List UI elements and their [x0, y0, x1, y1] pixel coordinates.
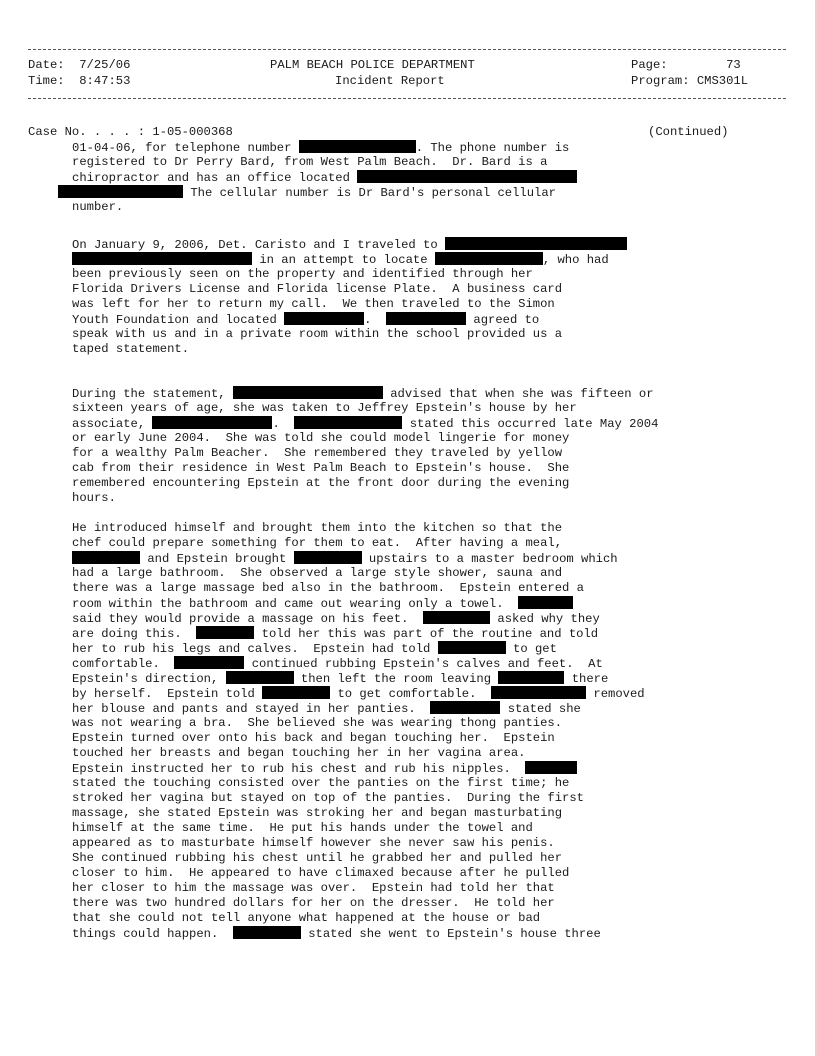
- redaction-block: [284, 312, 364, 325]
- text-line: [72, 401, 658, 416]
- text-segment: chiropractor and has an office located: [72, 171, 358, 185]
- text-segment: himself at the same time. He put his hands under the towel and: [72, 821, 533, 835]
- text-segment: taped statement.: [72, 342, 190, 356]
- continued-marker: (Continued): [648, 125, 729, 139]
- text-segment: .: [364, 313, 387, 327]
- text-segment: Epstein turned over onto his back and began touching her. Epstein: [72, 731, 555, 745]
- text-line: [72, 476, 658, 491]
- text-line: [72, 731, 645, 746]
- text-line: [72, 686, 645, 701]
- text-segment: there: [564, 672, 609, 686]
- page-label: Page:: [631, 58, 668, 72]
- report-paragraph: [72, 521, 645, 941]
- redaction-block: [357, 170, 577, 183]
- text-line: [72, 656, 645, 671]
- redaction-block: [294, 416, 402, 429]
- redaction-block: [262, 686, 330, 699]
- text-line: [72, 491, 658, 506]
- redaction-block: [445, 237, 627, 250]
- page-number: 73: [726, 58, 741, 72]
- redaction-block: [294, 551, 362, 564]
- text-segment: sixteen years of age, she was taken to Jeffrey Epstein's house by her: [72, 401, 577, 415]
- text-line: [72, 911, 645, 926]
- redaction-block: [498, 671, 564, 684]
- time-value: 8:47:53: [79, 74, 131, 88]
- text-segment: speak with us and in a private room within the school provided us a: [72, 327, 563, 341]
- time-label: Time:: [28, 74, 65, 88]
- text-segment: 01-04-06, for telephone number: [72, 141, 299, 155]
- text-segment: Youth Foundation and located: [72, 313, 285, 327]
- program-value: CMS301L: [696, 74, 749, 88]
- report-type: Incident Report: [335, 74, 445, 88]
- text-line: [72, 641, 645, 656]
- text-segment: remembered encountering Epstein at the front door during the evening: [72, 476, 570, 490]
- text-line: [72, 896, 645, 911]
- text-segment: touched her breasts and began touching her in her vagina area.: [72, 746, 526, 760]
- text-line: [72, 611, 645, 626]
- text-line: [72, 252, 627, 267]
- text-line: [72, 791, 645, 806]
- redaction-block: [525, 761, 577, 774]
- text-segment: hours.: [72, 491, 116, 505]
- text-line: [72, 461, 658, 476]
- redaction-block: [438, 641, 506, 654]
- text-line: [72, 416, 658, 431]
- text-line: [58, 185, 563, 200]
- text-segment: removed: [586, 687, 645, 701]
- text-line: [72, 761, 645, 776]
- redaction-block: [72, 252, 252, 265]
- redaction-block: [518, 596, 573, 609]
- text-line: [72, 282, 627, 297]
- text-segment: associate,: [72, 417, 153, 431]
- text-segment: He introduced himself and brought them into the kitchen so that the: [72, 521, 563, 535]
- text-segment: was left for her to return my call. We then traveled to the Simon: [72, 297, 555, 311]
- text-line: [72, 155, 577, 170]
- text-segment: there was two hundred dollars for her on the dresser. He told her: [72, 896, 555, 910]
- text-line: [72, 866, 645, 881]
- text-line: [72, 626, 645, 641]
- text-segment: comfortable.: [72, 657, 175, 671]
- text-line: [72, 746, 645, 761]
- text-line: [72, 170, 577, 185]
- date-label: Date:: [28, 58, 65, 72]
- text-segment: upstairs to a master bedroom which: [361, 552, 618, 566]
- redaction-block: [233, 926, 301, 939]
- text-line: [72, 596, 645, 611]
- text-segment: stroked her vagina but stayed on top of the panties. During the first: [72, 791, 584, 805]
- text-segment: continued rubbing Epstein's calves and feet. At: [244, 657, 603, 671]
- redaction-block: [299, 140, 416, 153]
- text-segment: stated she: [500, 702, 581, 716]
- text-line: [72, 551, 645, 566]
- text-segment: stated she went to Epstein's house three: [300, 927, 601, 941]
- text-line: [72, 267, 627, 282]
- redaction-block: [152, 416, 272, 429]
- text-line: [72, 806, 645, 821]
- text-segment: chef could prepare something for them to eat. After having a meal,: [72, 536, 563, 550]
- redaction-block: [226, 671, 294, 684]
- text-segment: On January 9, 2006, Det. Caristo and I traveled to: [72, 238, 445, 252]
- text-segment: told her this was part of the routine and told: [254, 627, 599, 641]
- text-segment: in an attempt to locate: [252, 253, 435, 267]
- text-segment: room within the bathroom and came out wearing only a towel.: [72, 597, 519, 611]
- text-segment: She continued rubbing his chest until he grabbed her and pulled her: [72, 851, 563, 865]
- text-segment: cab from their residence in West Palm Beach to Epstein's house. She: [72, 461, 570, 475]
- text-line: [72, 312, 627, 327]
- redaction-block: [386, 312, 466, 325]
- text-segment: to get comfortable.: [330, 687, 492, 701]
- redaction-block: [233, 386, 383, 399]
- case-number: Case No. . . . : 1-05-000368: [28, 125, 233, 139]
- text-segment: number.: [72, 200, 124, 214]
- text-segment: During the statement,: [72, 387, 233, 401]
- redaction-block: [58, 185, 183, 198]
- text-segment: Epstein's direction,: [72, 672, 226, 686]
- text-segment: Florida Drivers License and Florida license Plate. A business card: [72, 282, 563, 296]
- text-segment: or early June 2004. She was told she could model lingerie for money: [72, 431, 570, 445]
- redaction-block: [435, 252, 543, 265]
- text-segment: .: [272, 417, 295, 431]
- text-line: [72, 926, 645, 941]
- text-segment: closer to him. He appeared to have climaxed because after he pulled: [72, 866, 570, 880]
- text-line: [72, 776, 645, 791]
- text-segment: The cellular number is Dr Bard's personal cellular: [183, 186, 556, 200]
- redaction-block: [174, 656, 244, 669]
- text-segment: massage, she stated Epstein was stroking her and began masturbating: [72, 806, 563, 820]
- text-segment: stated the touching consisted over the panties on the first time; he: [72, 776, 570, 790]
- text-line: [72, 200, 577, 215]
- text-segment: to get: [505, 642, 557, 656]
- text-segment: . The phone number is: [415, 141, 570, 155]
- report-body: [72, 0, 788, 1056]
- report-paragraph: [72, 237, 627, 357]
- text-segment: things could happen.: [72, 927, 233, 941]
- redaction-block: [196, 626, 254, 639]
- text-segment: by herself. Epstein told: [72, 687, 263, 701]
- text-segment: had a large bathroom. She observed a large style shower, sauna and: [72, 566, 563, 580]
- text-segment: registered to Dr Perry Bard, from West Palm Beach. Dr. Bard is a: [72, 155, 548, 169]
- text-segment: Epstein instructed her to rub his chest and rub his nipples.: [72, 762, 526, 776]
- text-segment: are doing this.: [72, 627, 197, 641]
- text-line: [72, 566, 645, 581]
- text-segment: then left the room leaving: [293, 672, 499, 686]
- text-line: [72, 881, 645, 896]
- text-line: [72, 521, 645, 536]
- text-segment: her closer to him the massage was over. Epstein had told her that: [72, 881, 555, 895]
- text-segment: asked why they: [490, 612, 600, 626]
- redaction-block: [430, 701, 500, 714]
- text-line: [72, 446, 658, 461]
- text-line: [72, 701, 645, 716]
- program-label: Program:: [631, 74, 690, 88]
- text-segment: advised that when she was fifteen or: [382, 387, 654, 401]
- text-line: [72, 327, 627, 342]
- text-line: [72, 671, 645, 686]
- text-line: [72, 386, 658, 401]
- text-line: [72, 821, 645, 836]
- department-name: PALM BEACH POLICE DEPARTMENT: [270, 58, 475, 72]
- text-line: [72, 581, 645, 596]
- text-line: [72, 140, 577, 155]
- text-segment: , who had: [542, 253, 609, 267]
- text-segment: and Epstein brought: [140, 552, 294, 566]
- text-line: [72, 536, 645, 551]
- redaction-block: [491, 686, 586, 699]
- text-line: [72, 297, 627, 312]
- text-line: [72, 851, 645, 866]
- text-segment: said they would provide a massage on his feet.: [72, 612, 424, 626]
- text-segment: appeared as to masturbate himself however she never saw his penis.: [72, 836, 555, 850]
- report-paragraph: [72, 386, 658, 506]
- text-line: [72, 836, 645, 851]
- text-segment: agreed to: [466, 313, 540, 327]
- text-segment: that she could not tell anyone what happened at the house or bad: [72, 911, 541, 925]
- text-line: [72, 342, 627, 357]
- text-segment: there was a large massage bed also in the bathroom. Epstein entered a: [72, 581, 584, 595]
- text-line: [72, 716, 645, 731]
- text-segment: for a wealthy Palm Beacher. She remembered they traveled by yellow: [72, 446, 563, 460]
- text-segment: was not wearing a bra. She believed she was wearing thong panties.: [72, 716, 563, 730]
- text-segment: her to rub his legs and calves. Epstein had told: [72, 642, 438, 656]
- text-segment: been previously seen on the property and identified through her: [72, 267, 533, 281]
- redaction-block: [72, 551, 140, 564]
- report-paragraph: [72, 140, 577, 215]
- text-segment: her blouse and pants and stayed in her panties.: [72, 702, 431, 716]
- text-segment: stated this occurred late May 2004: [402, 417, 659, 431]
- text-line: [72, 237, 627, 252]
- text-line: [72, 431, 658, 446]
- date-value: 7/25/06: [79, 58, 131, 72]
- redaction-block: [423, 611, 490, 624]
